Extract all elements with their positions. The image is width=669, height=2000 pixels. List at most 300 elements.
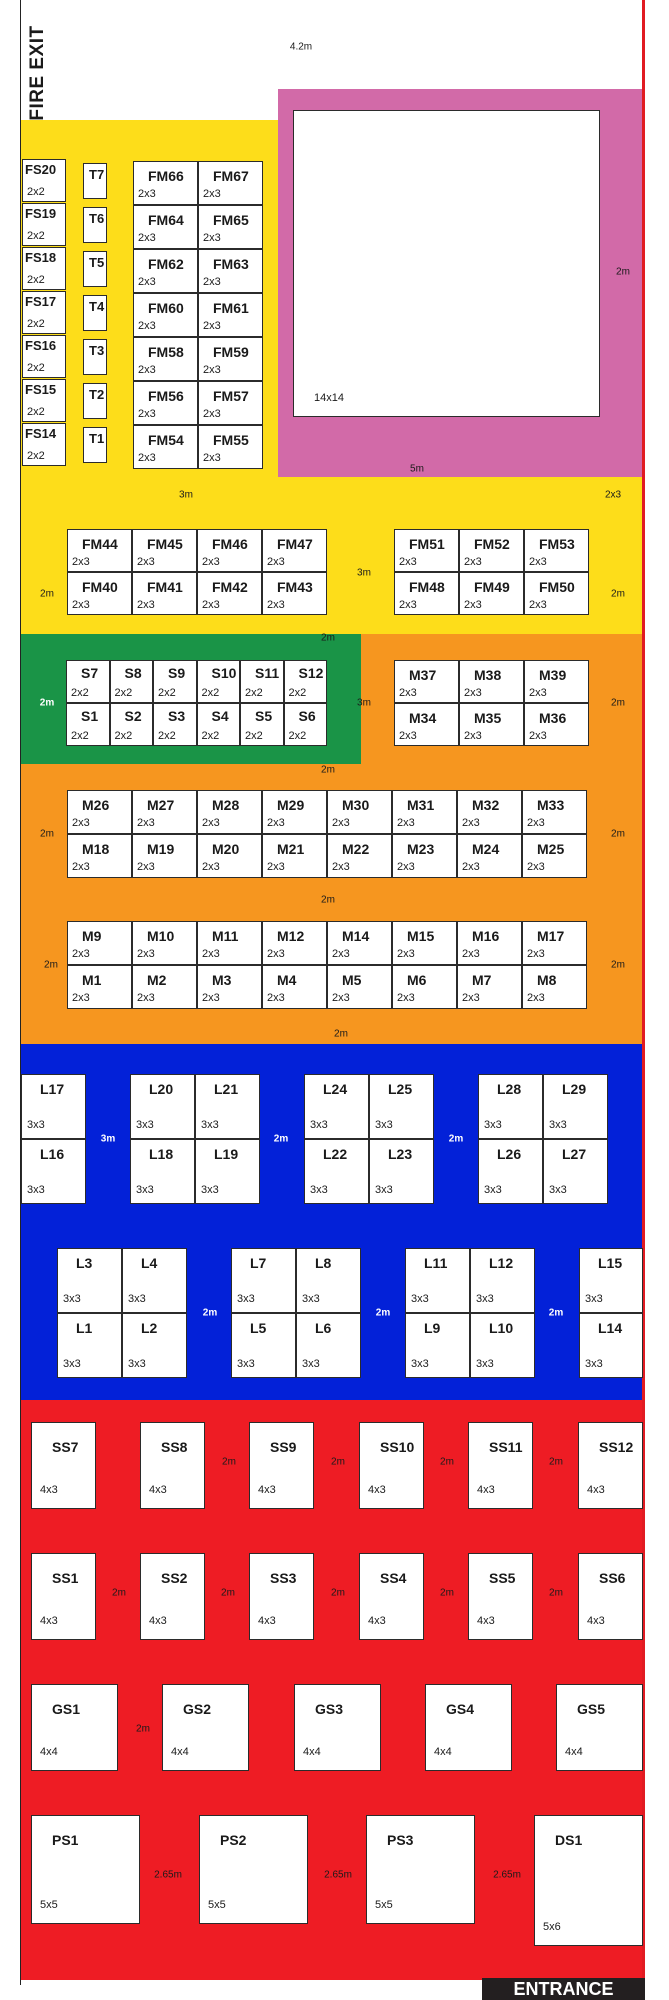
stall-size: 2x3 bbox=[137, 599, 155, 611]
stall-l16 bbox=[21, 1139, 86, 1204]
stall-m26 bbox=[67, 790, 132, 834]
stall-m36 bbox=[524, 703, 589, 746]
stall-size: 2x3 bbox=[462, 817, 480, 829]
stall-m39 bbox=[524, 660, 589, 703]
stall-size: 2x3 bbox=[137, 817, 155, 829]
stall-size: 2x3 bbox=[138, 320, 156, 332]
dimension-label: 2m bbox=[221, 1587, 235, 1599]
stall-fm50 bbox=[524, 572, 589, 615]
stall-m8 bbox=[522, 965, 587, 1009]
stall-size: 3x3 bbox=[484, 1184, 502, 1196]
stall-id: L17 bbox=[40, 1081, 65, 1097]
stall-gs4 bbox=[425, 1684, 512, 1771]
stall-size: 2x3 bbox=[332, 817, 350, 829]
stall-size: 3x3 bbox=[128, 1293, 146, 1305]
stall-id: FS20 bbox=[25, 162, 57, 177]
stall-size: 2x3 bbox=[138, 364, 156, 376]
stall-t5 bbox=[83, 251, 107, 287]
stall-id: L2 bbox=[141, 1320, 158, 1336]
stall-fm47 bbox=[262, 529, 327, 572]
dimension-label: 2m bbox=[321, 632, 335, 644]
stall-m20 bbox=[197, 834, 262, 878]
stall-m14 bbox=[327, 921, 392, 965]
stall-size: 2x3 bbox=[332, 992, 350, 1004]
stall-size: 3x3 bbox=[237, 1358, 255, 1370]
stall-id: M1 bbox=[82, 972, 102, 988]
stall-size: 2x3 bbox=[464, 730, 482, 742]
stall-size: 3x3 bbox=[476, 1293, 494, 1305]
stall-s8 bbox=[110, 660, 154, 703]
stall-id: M11 bbox=[212, 928, 239, 944]
stall-id: GS2 bbox=[183, 1701, 212, 1717]
dimension-label: 2m bbox=[549, 1587, 563, 1599]
stall-size: 2x3 bbox=[72, 556, 90, 568]
stall-id: FS18 bbox=[25, 250, 57, 265]
stall-m31 bbox=[392, 790, 457, 834]
stall-size: 2x3 bbox=[399, 599, 417, 611]
dimension-label: 2m bbox=[222, 1456, 236, 1468]
stall-fm59 bbox=[198, 337, 263, 381]
stall-m28 bbox=[197, 790, 262, 834]
stall-size: 3x3 bbox=[136, 1119, 154, 1131]
stall-id: L16 bbox=[40, 1146, 65, 1162]
dimension-label: 3m bbox=[357, 567, 371, 579]
dimension-label: 2m bbox=[440, 1456, 454, 1468]
stall-id: T3 bbox=[89, 343, 105, 358]
stall-size: 2x3 bbox=[527, 992, 545, 1004]
stall-id: M32 bbox=[472, 797, 500, 813]
stall-size: 2x3 bbox=[529, 730, 547, 742]
stall-size: 2x3 bbox=[72, 599, 90, 611]
stall-size: 4x3 bbox=[258, 1615, 276, 1627]
stall-m16 bbox=[457, 921, 522, 965]
stall-id: FM60 bbox=[148, 300, 184, 316]
stall-size: 2x3 bbox=[399, 556, 417, 568]
dimension-label: 2m bbox=[611, 697, 625, 709]
stall-size: 2x2 bbox=[71, 687, 89, 699]
stall-id: L7 bbox=[250, 1255, 267, 1271]
stall-id: L1 bbox=[76, 1320, 93, 1336]
stall-l23 bbox=[369, 1139, 434, 1204]
stall-fm40 bbox=[67, 572, 132, 615]
stall-id: SS5 bbox=[489, 1570, 516, 1586]
stall-id: SS9 bbox=[270, 1439, 297, 1455]
stall-l7 bbox=[231, 1248, 296, 1313]
stall-ss6 bbox=[578, 1553, 643, 1640]
stall-ss11 bbox=[468, 1422, 533, 1509]
stall-id: FM48 bbox=[409, 579, 445, 595]
dimension-label: 3m bbox=[357, 697, 371, 709]
stall-m9 bbox=[67, 921, 132, 965]
stall-size: 5x5 bbox=[375, 1899, 393, 1911]
stall-l8 bbox=[296, 1248, 361, 1313]
stall-size: 2x3 bbox=[202, 817, 220, 829]
stall-id: T7 bbox=[89, 167, 105, 182]
stall-ss3 bbox=[249, 1553, 314, 1640]
stall-size: 2x3 bbox=[202, 556, 220, 568]
dimension-label: 2m bbox=[321, 764, 335, 776]
stall-m34 bbox=[394, 703, 459, 746]
stall-id: L11 bbox=[424, 1255, 448, 1271]
left-wall bbox=[20, 0, 21, 1985]
stall-size: 2x3 bbox=[267, 556, 285, 568]
stall-id: FS15 bbox=[25, 382, 57, 397]
stall-m3 bbox=[197, 965, 262, 1009]
stall-id: M7 bbox=[472, 972, 492, 988]
stall-l9 bbox=[405, 1313, 470, 1378]
stall-gs2 bbox=[162, 1684, 249, 1771]
stall-size: 2x3 bbox=[462, 948, 480, 960]
dimension-label: 2m bbox=[375, 1307, 391, 1319]
stall-id: T6 bbox=[89, 211, 105, 226]
stall-ss5 bbox=[468, 1553, 533, 1640]
dimension-label: 2m bbox=[321, 894, 335, 906]
stall-t2 bbox=[83, 383, 107, 419]
stall-s3 bbox=[153, 703, 197, 746]
stall-id: SS8 bbox=[161, 1439, 188, 1455]
stall-size: 3x3 bbox=[484, 1119, 502, 1131]
stall-ss12 bbox=[578, 1422, 643, 1509]
stall-id: M14 bbox=[342, 928, 370, 944]
stall-size: 3x3 bbox=[411, 1358, 429, 1370]
stall-id: L22 bbox=[323, 1146, 348, 1162]
stall-id: M10 bbox=[147, 928, 175, 944]
stall-size: 2x3 bbox=[72, 948, 90, 960]
stall-size: 2x3 bbox=[462, 992, 480, 1004]
stall-id: L23 bbox=[388, 1146, 413, 1162]
stall-l28 bbox=[478, 1074, 543, 1139]
stall-id: M35 bbox=[474, 710, 502, 726]
stall-ss9 bbox=[249, 1422, 314, 1509]
stall-s4 bbox=[197, 703, 241, 746]
dimension-label: 2m bbox=[202, 1307, 218, 1319]
stall-l25 bbox=[369, 1074, 434, 1139]
stall-m1 bbox=[67, 965, 132, 1009]
stall-size: 2x3 bbox=[527, 817, 545, 829]
stall-size: 2x3 bbox=[72, 992, 90, 1004]
stall-fm42 bbox=[197, 572, 262, 615]
stall-ps1 bbox=[31, 1815, 140, 1924]
stall-id: M20 bbox=[212, 841, 240, 857]
stall-size: 2x3 bbox=[397, 948, 415, 960]
stall-size: 4x4 bbox=[434, 1746, 452, 1758]
stall-id: L14 bbox=[598, 1320, 623, 1336]
stall-size: 2x2 bbox=[245, 730, 263, 742]
stall-id: SS10 bbox=[380, 1439, 415, 1455]
stall-size: 4x3 bbox=[477, 1484, 495, 1496]
stall-id: FM63 bbox=[213, 256, 249, 272]
stall-size: 3x3 bbox=[310, 1119, 328, 1131]
stall-fm53 bbox=[524, 529, 589, 572]
stall-s10 bbox=[197, 660, 241, 703]
stall-id: FM67 bbox=[213, 168, 249, 184]
stall-m7 bbox=[457, 965, 522, 1009]
stall-s12 bbox=[284, 660, 328, 703]
stall-size: 4x3 bbox=[368, 1615, 386, 1627]
stall-size: 3x3 bbox=[27, 1119, 45, 1131]
stall-size: 4x3 bbox=[40, 1484, 58, 1496]
stall-t4 bbox=[83, 295, 107, 331]
stall-size: 2x2 bbox=[158, 730, 176, 742]
stall-id: L12 bbox=[489, 1255, 514, 1271]
stall-id: M36 bbox=[539, 710, 567, 726]
dimension-label: 2m bbox=[136, 1723, 150, 1735]
stall-fm65 bbox=[198, 205, 263, 249]
stall-size: 3x3 bbox=[585, 1293, 603, 1305]
stall-size: 2x3 bbox=[203, 408, 221, 420]
stall-id: S9 bbox=[168, 665, 186, 681]
stall-size: 2x3 bbox=[137, 861, 155, 873]
stall-size: 2x3 bbox=[138, 452, 156, 464]
stall-id: FM64 bbox=[148, 212, 184, 228]
stall-size: 4x3 bbox=[587, 1615, 605, 1627]
stall-size: 3x3 bbox=[375, 1184, 393, 1196]
stall-ss7 bbox=[31, 1422, 96, 1509]
stall-m24 bbox=[457, 834, 522, 878]
stall-size: 3x3 bbox=[302, 1293, 320, 1305]
stall-size: 3x3 bbox=[476, 1358, 494, 1370]
dimension-label: 2m bbox=[616, 266, 630, 278]
stall-m35 bbox=[459, 703, 524, 746]
stall-size: 2x3 bbox=[529, 599, 547, 611]
stall-id: FS19 bbox=[25, 206, 57, 221]
stall-size: 2x3 bbox=[202, 861, 220, 873]
stall-fm61 bbox=[198, 293, 263, 337]
fire-exit-label: FIRE EXIT bbox=[27, 25, 48, 121]
stall-l20 bbox=[130, 1074, 195, 1139]
stall-l3 bbox=[57, 1248, 122, 1313]
large-stand-block bbox=[293, 110, 600, 417]
stall-size: 3x3 bbox=[549, 1184, 567, 1196]
stall-id: S1 bbox=[81, 708, 99, 724]
stall-id: M12 bbox=[277, 928, 305, 944]
stall-id: S4 bbox=[211, 708, 229, 724]
stall-size: 2x3 bbox=[527, 861, 545, 873]
stall-fm51 bbox=[394, 529, 459, 572]
stall-size: 2x3 bbox=[72, 861, 90, 873]
stall-gs3 bbox=[294, 1684, 381, 1771]
stall-l27 bbox=[543, 1139, 608, 1204]
stall-size: 4x3 bbox=[40, 1615, 58, 1627]
stall-size: 4x4 bbox=[171, 1746, 189, 1758]
stall-l11 bbox=[405, 1248, 470, 1313]
stall-size: 4x3 bbox=[368, 1484, 386, 1496]
stall-id: L15 bbox=[598, 1255, 623, 1271]
stall-id: L27 bbox=[562, 1146, 587, 1162]
entrance-label: ENTRANCE bbox=[513, 1979, 614, 1999]
stall-fs15 bbox=[22, 379, 66, 422]
stall-id: SS12 bbox=[599, 1439, 634, 1455]
stall-id: FM46 bbox=[212, 536, 248, 552]
stall-fm60 bbox=[133, 293, 198, 337]
stall-size: 2x3 bbox=[138, 276, 156, 288]
dimension-label: 2m bbox=[331, 1587, 345, 1599]
stall-l14 bbox=[579, 1313, 643, 1378]
stall-size: 2x2 bbox=[27, 186, 45, 198]
stall-id: PS1 bbox=[52, 1832, 79, 1848]
stall-m12 bbox=[262, 921, 327, 965]
stall-id: FM51 bbox=[409, 536, 445, 552]
stall-id: FM58 bbox=[148, 344, 184, 360]
stall-m37 bbox=[394, 660, 459, 703]
stall-id: M22 bbox=[342, 841, 370, 857]
dimension-label: 2.65m bbox=[324, 1869, 352, 1881]
stall-fm64 bbox=[133, 205, 198, 249]
stall-m29 bbox=[262, 790, 327, 834]
stall-size: 2x3 bbox=[267, 599, 285, 611]
stall-size: 2x3 bbox=[397, 817, 415, 829]
stall-size: 2x3 bbox=[137, 948, 155, 960]
dimension-label: 2m bbox=[331, 1456, 345, 1468]
dimension-label: 2m bbox=[548, 1307, 564, 1319]
stall-id: SS11 bbox=[489, 1439, 523, 1455]
dimension-label: 2m bbox=[40, 588, 54, 600]
stall-id: FM49 bbox=[474, 579, 510, 595]
stall-id: S5 bbox=[255, 708, 273, 724]
stall-size: 2x2 bbox=[71, 730, 89, 742]
stall-l5 bbox=[231, 1313, 296, 1378]
stall-size: 2x2 bbox=[27, 318, 45, 330]
stall-id: S7 bbox=[81, 665, 99, 681]
stall-l22 bbox=[304, 1139, 369, 1204]
stall-id: S6 bbox=[298, 708, 316, 724]
stall-id: FM55 bbox=[213, 432, 249, 448]
stall-size: 2x3 bbox=[529, 556, 547, 568]
stall-id: SS6 bbox=[599, 1570, 626, 1586]
stall-fs19 bbox=[22, 203, 66, 246]
stall-size: 2x3 bbox=[138, 232, 156, 244]
stall-size: 3x3 bbox=[310, 1184, 328, 1196]
stall-id: FM59 bbox=[213, 344, 249, 360]
stall-size: 2x3 bbox=[267, 992, 285, 1004]
stall-id: FM47 bbox=[277, 536, 313, 552]
stall-id: FM50 bbox=[539, 579, 575, 595]
stall-size: 2x3 bbox=[464, 599, 482, 611]
stall-size: 2x3 bbox=[203, 364, 221, 376]
dimension-label: 2m bbox=[611, 588, 625, 600]
stall-m23 bbox=[392, 834, 457, 878]
stall-id: DS1 bbox=[555, 1832, 583, 1848]
stall-id: FM43 bbox=[277, 579, 313, 595]
stall-fm45 bbox=[132, 529, 197, 572]
stall-fm49 bbox=[459, 572, 524, 615]
stall-size: 2x2 bbox=[245, 687, 263, 699]
stall-id: PS2 bbox=[220, 1832, 247, 1848]
stall-s11 bbox=[240, 660, 284, 703]
stall-size: 2x3 bbox=[203, 188, 221, 200]
stall-id: FS17 bbox=[25, 294, 57, 309]
stall-ss4 bbox=[359, 1553, 424, 1640]
stall-fm46 bbox=[197, 529, 262, 572]
dimension-label: 2m bbox=[549, 1456, 563, 1468]
stall-m10 bbox=[132, 921, 197, 965]
stall-t3 bbox=[83, 339, 107, 375]
stall-m4 bbox=[262, 965, 327, 1009]
stall-id: FM42 bbox=[212, 579, 248, 595]
stall-size: 2x3 bbox=[464, 556, 482, 568]
dimension-label: 2x3 bbox=[604, 489, 622, 501]
stall-fm63 bbox=[198, 249, 263, 293]
stall-id: SS3 bbox=[270, 1570, 297, 1586]
stall-fs17 bbox=[22, 291, 66, 334]
stall-size: 2x3 bbox=[267, 817, 285, 829]
stall-size: 2x3 bbox=[332, 948, 350, 960]
stall-id: T2 bbox=[89, 387, 105, 402]
stall-id: T1 bbox=[89, 431, 105, 446]
stall-id: T4 bbox=[89, 299, 105, 314]
stall-id: S3 bbox=[168, 708, 186, 724]
stall-l12 bbox=[470, 1248, 535, 1313]
stall-size: 4x4 bbox=[40, 1746, 58, 1758]
stall-size: 4x3 bbox=[477, 1615, 495, 1627]
stall-id: M21 bbox=[277, 841, 305, 857]
stall-ss2 bbox=[140, 1553, 205, 1640]
stall-id: SS7 bbox=[52, 1439, 79, 1455]
stall-fm52 bbox=[459, 529, 524, 572]
stall-id: M5 bbox=[342, 972, 362, 988]
stall-size: 3x3 bbox=[237, 1293, 255, 1305]
stall-m22 bbox=[327, 834, 392, 878]
stall-fs18 bbox=[22, 247, 66, 290]
stall-m18 bbox=[67, 834, 132, 878]
stall-t6 bbox=[83, 207, 107, 243]
stall-size: 2x3 bbox=[462, 861, 480, 873]
stall-fm43 bbox=[262, 572, 327, 615]
dimension-label: 4.2m bbox=[289, 41, 313, 53]
stall-m6 bbox=[392, 965, 457, 1009]
stall-id: GS5 bbox=[577, 1701, 606, 1717]
stall-fm48 bbox=[394, 572, 459, 615]
stall-s6 bbox=[284, 703, 328, 746]
stall-l4 bbox=[122, 1248, 187, 1313]
stall-gs1 bbox=[31, 1684, 118, 1771]
stall-size: 3x3 bbox=[585, 1358, 603, 1370]
stall-l18 bbox=[130, 1139, 195, 1204]
stall-id: L21 bbox=[214, 1081, 239, 1097]
stall-size: 3x3 bbox=[27, 1184, 45, 1196]
stall-m30 bbox=[327, 790, 392, 834]
stall-id: M16 bbox=[472, 928, 500, 944]
stall-size: 2x3 bbox=[202, 599, 220, 611]
stall-id: FS14 bbox=[25, 426, 57, 441]
stall-fs14 bbox=[22, 423, 66, 466]
stall-ss8 bbox=[140, 1422, 205, 1509]
stall-id: M30 bbox=[342, 797, 370, 813]
stall-size: 3x3 bbox=[63, 1293, 81, 1305]
stall-id: FM52 bbox=[474, 536, 510, 552]
stall-fm44 bbox=[67, 529, 132, 572]
stall-fm67 bbox=[198, 161, 263, 205]
stall-id: L9 bbox=[424, 1320, 441, 1336]
stall-id: S10 bbox=[211, 665, 237, 681]
stall-id: M29 bbox=[277, 797, 305, 813]
stall-fm62 bbox=[133, 249, 198, 293]
stall-id: L29 bbox=[562, 1081, 587, 1097]
stall-size: 2x3 bbox=[203, 452, 221, 464]
stall-size: 2x3 bbox=[399, 730, 417, 742]
stall-size: 4x3 bbox=[258, 1484, 276, 1496]
stall-id: L28 bbox=[497, 1081, 522, 1097]
stall-size: 2x3 bbox=[464, 687, 482, 699]
stall-id: L6 bbox=[315, 1320, 332, 1336]
stall-id: L26 bbox=[497, 1146, 522, 1162]
stall-ds1 bbox=[534, 1815, 643, 1946]
stall-size: 2x3 bbox=[203, 320, 221, 332]
stall-size: 2x3 bbox=[72, 817, 90, 829]
stall-size: 2x3 bbox=[138, 408, 156, 420]
stall-size: 2x2 bbox=[27, 362, 45, 374]
stall-fm56 bbox=[133, 381, 198, 425]
